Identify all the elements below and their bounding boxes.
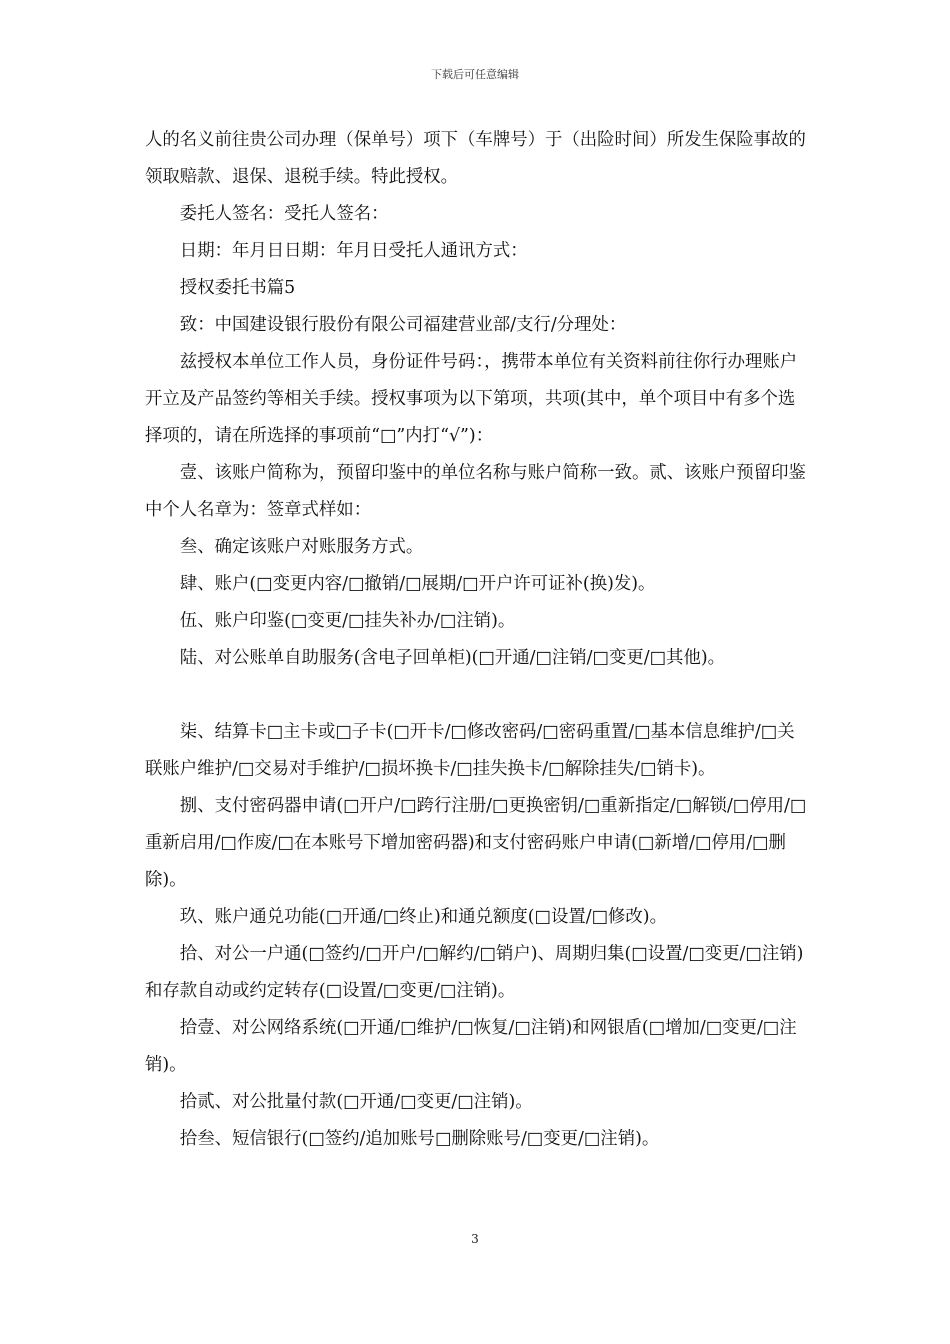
- paragraph-item-10: 拾、对公一户通(□签约/□开户/□解约/□销户)、周期归集(□设置/□变更/□注销)和存款自动或约定转存(□设置/□变更/□注销)。: [145, 944, 804, 1001]
- paragraph-dates: 日期：年月日日期：年月日受托人通讯方式：: [179, 241, 528, 261]
- paragraph-authorization-continuation: 人的名义前往贵公司办理（保单号）项下（车牌号）于（出险时间）所发生保险事故的领取赔款、退保、退税手续。特此授权。: [145, 130, 806, 187]
- section-title: 授权委托书篇5: [179, 278, 296, 298]
- paragraph-item-4: 肆、账户(□变更内容/□撤销/□展期/□开户许可证补(换)发)。: [179, 574, 656, 594]
- paragraph-item-13: 拾叁、短信银行(□签约/追加账号□删除账号/□变更/□注销)。: [179, 1129, 660, 1149]
- page-header: 下载后可任意编辑: [431, 68, 519, 81]
- paragraph-item-8: 捌、支付密码器申请(□开户/□跨行注册/□更换密钥/□重新指定/□解锁/□停用/□重新启用/□作废/□在本账号下增加密码器)和支付密码账户申请(□新增/□停用/□删除)。: [145, 796, 807, 890]
- paragraph-item-11: 拾壹、对公网络系统(□开通/□维护/□恢复/□注销)和网银盾(□增加/□变更/□注销)。: [145, 1018, 797, 1075]
- paragraph-item-1-2: 壹、该账户简称为，预留印鉴中的单位名称与账户简称一致。贰、该账户预留印鉴中个人名章为：签章式样如：: [145, 463, 806, 520]
- paragraph-addressee: 致：中国建设银行股份有限公司福建营业部/支行/分理处：: [179, 315, 627, 335]
- paragraph-item-5: 伍、账户印鉴(□变更/□挂失补办/□注销)。: [179, 611, 516, 631]
- paragraph-item-7: 柒、结算卡□主卡或□子卡(□开卡/□修改密码/□密码重置/□基本信息维护/□关联账户维护/□交易对手维护/□损坏换卡/□挂失换卡/□解除挂失/□销卡)。: [145, 722, 795, 779]
- paragraph-item-3: 叁、确定该账户对账服务方式。: [179, 537, 424, 557]
- document-body: [145, 122, 810, 1158]
- paragraph-item-9: 玖、账户通兑功能(□开通/□终止)和通兑额度(□设置/□修改)。: [179, 907, 667, 927]
- paragraph-item-6: 陆、对公账单自助服务(含电子回单柜)(□开通/□注销/□变更/□其他)。: [179, 648, 726, 668]
- paragraph-signatures: 委托人签名：受托人签名：: [179, 204, 389, 224]
- paragraph-item-12: 拾贰、对公批量付款(□开通/□变更/□注销)。: [179, 1092, 533, 1112]
- page-number: 3: [471, 1232, 479, 1246]
- paragraph-authorization-intro: 兹授权本单位工作人员，身份证件号码：，携带本单位有关资料前往你行办理账户开立及产品签约等相关手续。授权事项为以下第项，共项(其中，单个项目中有多个选择项的，请在所选择的事项前“□”内打“√”)：: [145, 352, 798, 446]
